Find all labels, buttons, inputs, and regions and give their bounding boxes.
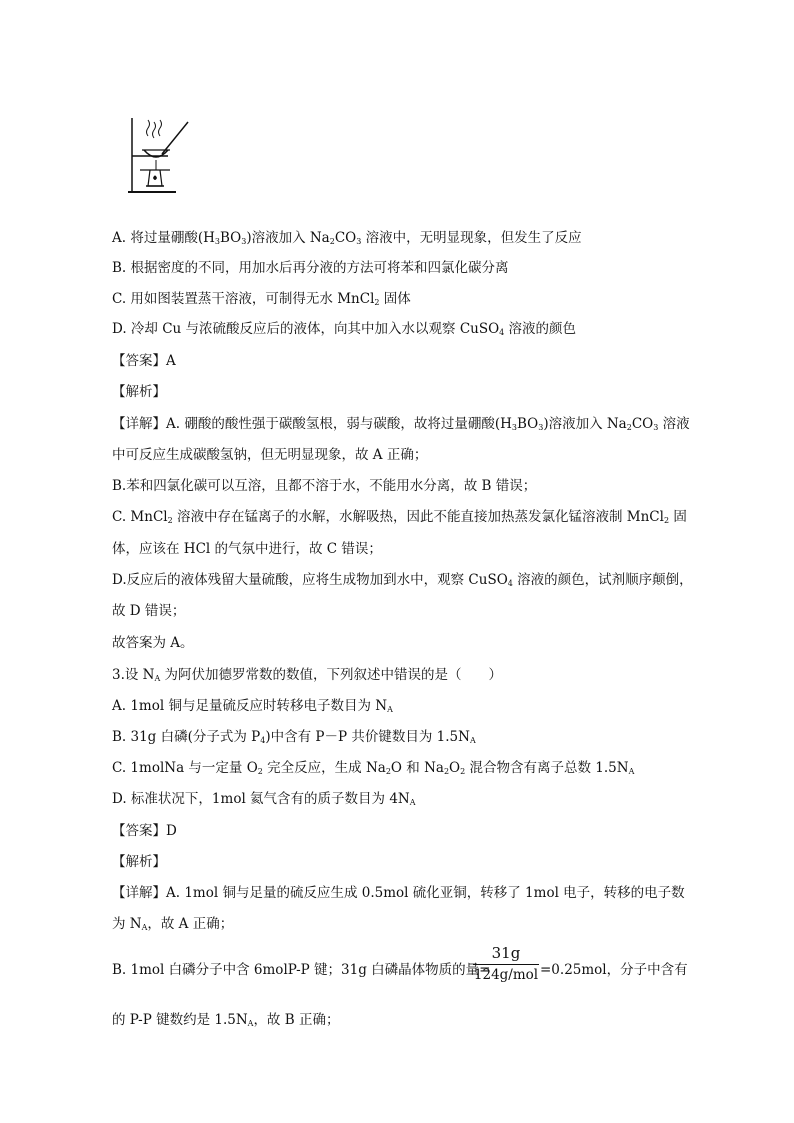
q3-detail-line-pre-fraction: B. 1mol 白磷分子中含 6molP-P 键；31g 白磷晶体物质的量= [112,962,491,978]
q2-conclusion: 故答案为 A。 [112,635,194,651]
q2-detail-line: B.苯和四氯化碳可以互溶，且都不溶于水，不能用水分离，故 B 错误； [112,478,537,494]
q2-detail-line: 【详解】A. 硼酸的酸性强于碳酸氢根，弱与碳酸，故将过量硼酸$(H_3BO_3)$溶液加入 $Na_2CO_3$ 溶液 [112,416,690,432]
q2-answer: 【答案】A [112,353,176,369]
q2-detail-line: D.反应后的液体残留大量硫酸，应将生成物加到水中，观察 CuSO$_4$ 溶液的颜色，试剂顺序颠倒， [112,572,693,588]
fraction-bar [473,964,539,965]
q3-detail-line-post-fraction: =0.25mol，分子中含有 [540,962,688,978]
q2-detail-line: 故 D 错误； [112,603,186,619]
evaporation-apparatus-figure [126,116,196,196]
q2-analysis-heading: 【解析】 [112,384,166,400]
q2-detail-line: 中可反应生成碳酸氢钠，但无明显现象，故 A 正确； [112,447,428,463]
fraction-denominator: 124g/mol [473,967,539,983]
q3-analysis-heading: 【解析】 [112,854,166,870]
fraction-numerator: 31g [491,944,521,962]
q2-option-a: A. 将过量硼酸$(H_3BO_3)$溶液加入 $Na_2CO_3$ 溶液中，无明显现象，但发生了反应 [112,230,582,246]
molar-fraction [473,944,539,983]
q3-option-a: A. 1mol 铜与足量硫反应时转移电子数目为 $N_A$ [112,698,393,714]
q3-option-d: D. 标准状况下，1mol 氦气含有的质子数目为 $4N_A$ [112,791,416,807]
q3-detail-line: 的 P-P 键数约是 $1.5N_A$，故 B 正确； [112,1012,340,1028]
q2-detail-line: C. MnCl$_2$ 溶液中存在锰离子的水解，水解吸热，因此不能直接加热蒸发氯化锰溶液制 MnCl$_2$ 固 [112,509,687,525]
q2-detail-line: 体，应该在 HCl 的气氛中进行，故 C 错误； [112,541,382,557]
q3-stem: 3.设 $N_A$ 为阿伏加德罗常数的数值，下列叙述中错误的是（ ） [112,667,503,683]
q2-option-c: C. 用如图装置蒸干溶液，可制得无水 MnCl$_2$ 固体 [112,291,411,307]
q3-detail-line: 【详解】A. 1mol 铜与足量的硫反应生成 0.5mol 硫化亚铜，转移了 1mol 电子，转移的电子数 [112,885,685,901]
q3-detail-line: 为 $N_A$，故 A 正确； [112,916,234,932]
q3-option-c: C. 1molNa 与一定量 $O_2$ 完全反应，生成 $Na_2O$ 和 $Na_2O_2$ 混合物含有离子总数 $1.5N_A$ [112,760,635,776]
q2-option-d: D. 冷却 Cu 与浓硫酸反应后的液体，向其中加入水以观察 CuSO$_4$ 溶液的颜色 [112,321,577,337]
q2-option-b: B. 根据密度的不同，用加水后再分液的方法可将苯和四氯化碳分离 [112,260,509,276]
q3-option-b: B. 31g 白磷(分子式为 $P_4$)中含有 P－P 共价键数目为 $1.5N_A$ [112,729,476,745]
q3-answer: 【答案】D [112,823,177,839]
